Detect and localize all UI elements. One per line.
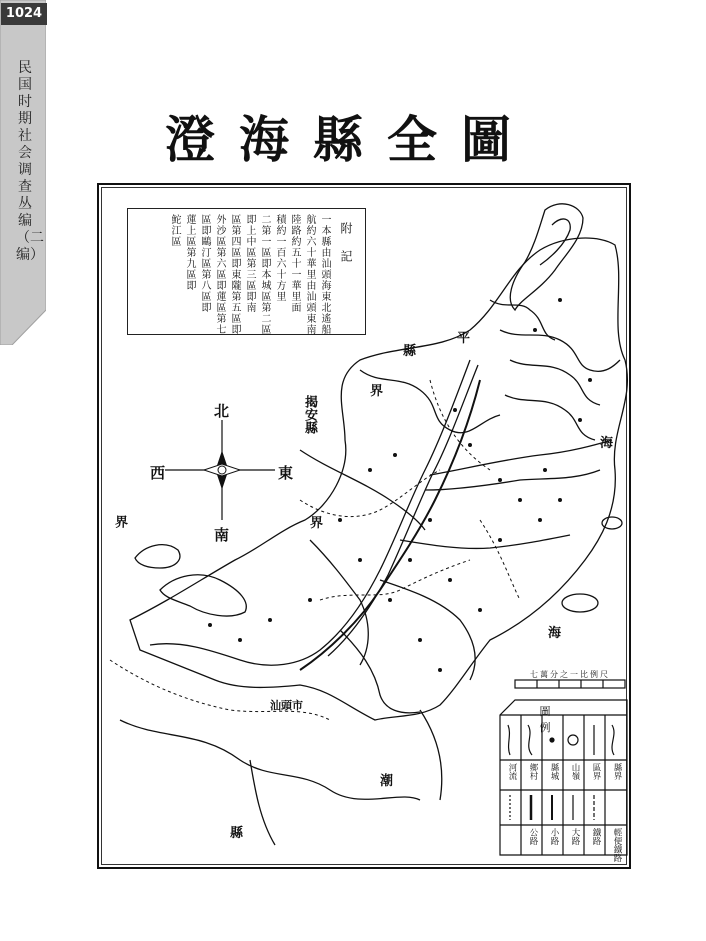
note-line: 鮀江區 xyxy=(169,214,180,247)
place-label: 界 xyxy=(370,384,384,399)
legend-label: 大路 xyxy=(570,828,580,845)
note-line: 區即鷗汀區第八區即 xyxy=(199,214,210,313)
place-label: 揭安縣 xyxy=(302,395,317,434)
note-line: 蓮上區第九區即 xyxy=(184,214,195,291)
legend-label: 區界 xyxy=(591,763,601,780)
note-line: 陸路約五十一華里面 xyxy=(289,214,300,313)
place-label: 海 xyxy=(548,626,562,641)
note-line: 航約六十華里由汕頭東南 xyxy=(304,214,315,335)
place-label: 縣 xyxy=(403,344,417,359)
place-label: 汕頭市 xyxy=(270,699,303,712)
notes-heading: 附記 xyxy=(339,222,353,278)
legend-label: 輕便鐵路 xyxy=(612,828,622,862)
place-label: 界 xyxy=(310,516,324,531)
place-label: 潮 xyxy=(380,774,394,789)
note-line: 一本縣由汕頭海東北遙船 xyxy=(319,214,330,335)
note-line: 積約一百六十方里 xyxy=(274,214,285,302)
page-number: 1024 xyxy=(1,3,47,25)
compass-south: 南 xyxy=(214,526,230,544)
legend-label: 山嶺 xyxy=(570,763,580,780)
note-line: 即上中區第三區即南 xyxy=(244,214,255,313)
scale-label: 七萬分之一比例尺 xyxy=(530,670,610,679)
compass-west: 西 xyxy=(150,464,166,482)
legend-label: 縣界 xyxy=(612,763,622,780)
western-hills xyxy=(160,575,246,616)
island-north xyxy=(510,204,583,310)
legend-label: 鐵路 xyxy=(591,828,601,845)
note-line: 外沙區第六區即蓮區第七 xyxy=(214,214,225,335)
compass-rose xyxy=(165,420,275,520)
place-label: 縣 xyxy=(230,826,244,841)
legend-label: 公路 xyxy=(528,828,538,845)
place-label: 海 xyxy=(600,436,614,451)
place-label: 平 xyxy=(457,331,471,346)
legend-label: 縣城 xyxy=(549,763,559,780)
place-label: 界 xyxy=(112,515,127,528)
legend-label: 河流 xyxy=(507,763,517,780)
legend-label: 鄉村 xyxy=(528,763,538,780)
note-line: 二第一區即本城區第二區 xyxy=(259,214,270,335)
legend-title: 圖例 xyxy=(539,705,591,734)
railway xyxy=(300,380,480,670)
compass-north: 北 xyxy=(214,402,230,420)
island-east xyxy=(562,594,598,612)
series-title: 民国时期社会调查丛编（二编） xyxy=(16,60,44,263)
compass-east: 東 xyxy=(278,464,294,482)
map-title: 澄海縣全圖 xyxy=(165,110,535,169)
legend-label: 小路 xyxy=(549,828,559,845)
note-line: 區第四區即東隴第五區即 xyxy=(229,214,240,335)
